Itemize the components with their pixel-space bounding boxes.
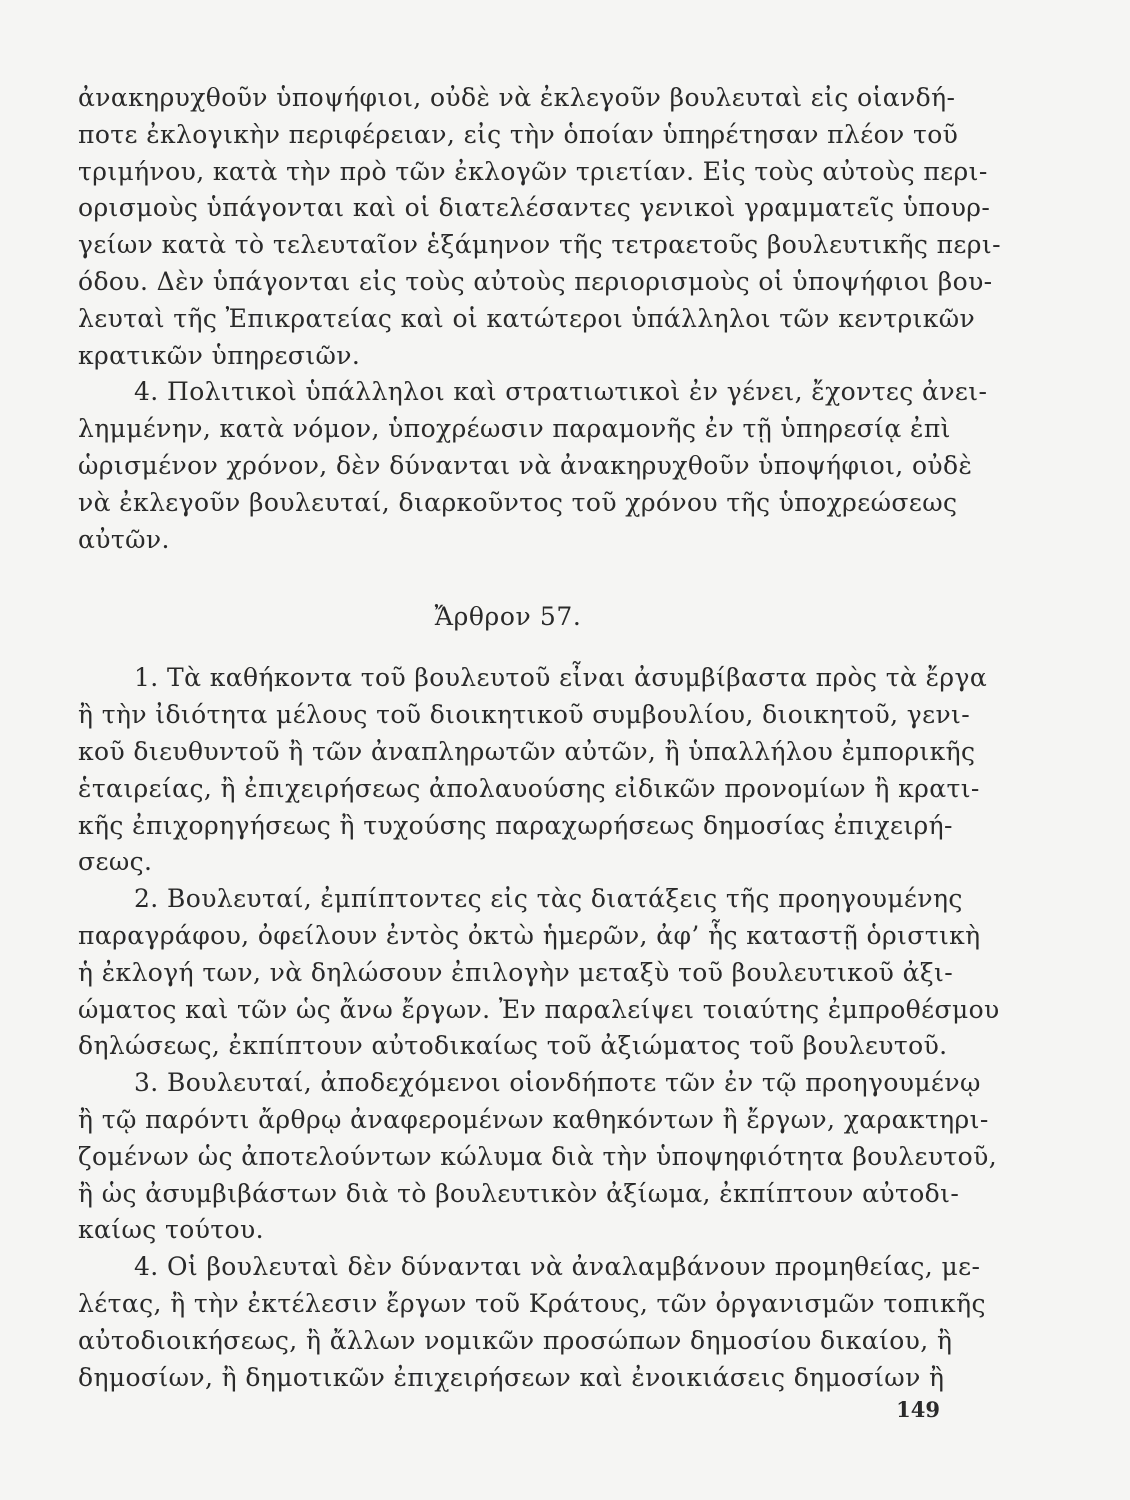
- text-line: όδου. Δὲν ὑπάγονται εἰς τοὺς αὐτοὺς περιορισμοὺς οἱ ὑποψήφιοι βου-: [78, 266, 993, 296]
- text-line: ἡ ἐκλογή των, νὰ δηλώσουν ἐπιλογὴν μεταξὺ τοῦ βουλευτικοῦ ἀξι-: [78, 957, 954, 987]
- text-line: 4. Οἱ βουλευταὶ δὲν δύνανται νὰ ἀναλαμβάνουν προμηθείας, με-: [134, 1252, 981, 1282]
- text-line: ώματος καὶ τῶν ὡς ἄνω ἔργων. Ἐν παραλείψει τοιαύτης ἐμπροθέσμου: [78, 994, 1000, 1024]
- text-line: ἢ τῷ παρόντι ἄρθρῳ ἀναφερομένων καθηκόντων ἢ ἔργων, χαρακτηρι-: [78, 1104, 989, 1134]
- article-heading: Ἄρθρον 57.: [434, 602, 582, 632]
- text-line: σεως.: [78, 847, 153, 877]
- intro-paragraph: [78, 80, 1001, 374]
- text-line: 4. Πολιτικοὶ ὑπάλληλοι καὶ στρατιωτικοὶ ἐν γένει, ἔχοντες ἀνει-: [134, 377, 988, 407]
- text-line: κοῦ διευθυντοῦ ἢ τῶν ἀναπληρωτῶν αὐτῶν, ἢ ὑπαλλήλου ἐμπορικῆς: [78, 736, 976, 766]
- article-57-paragraph-1: [78, 660, 988, 881]
- text-line: λευταὶ τῆς Ἐπικρατείας καὶ οἱ κατώτεροι ὑπάλληλοι τῶν κεντρικῶν: [78, 303, 976, 333]
- article-57-paragraph-3: [78, 1065, 998, 1249]
- page-text-body: [78, 80, 1001, 1396]
- text-line: νὰ ἐκλεγοῦν βουλευταί, διαρκοῦντος τοῦ χρόνου τῆς ὑποχρεώσεως: [78, 487, 958, 517]
- text-line: ἢ ὡς ἀσυμβιβάστων διὰ τὸ βουλευτικὸν ἀξίωμα, ἐκπίπτουν αὐτοδι-: [78, 1178, 960, 1208]
- text-line: παραγράφου, ὀφείλουν ἐντὸς ὀκτὼ ἡμερῶν, ἀφ’ ἧς καταστῇ ὁριστικὴ: [78, 920, 981, 950]
- text-line: αὐτοδιοικήσεως, ἢ ἄλλων νομικῶν προσώπων δημοσίου δικαίου, ἢ: [78, 1325, 953, 1355]
- text-line: 3. Βουλευταί, ἀποδεχόμενοι οἱονδήποτε τῶν ἐν τῷ προηγουμένῳ: [134, 1068, 981, 1098]
- text-line: ἑταιρείας, ἢ ἐπιχειρήσεως ἀπολαυούσης εἰδικῶν προνομίων ἢ κρατι-: [78, 773, 980, 803]
- page-number: 149: [896, 1397, 940, 1422]
- text-line: ὡρισμένον χρόνον, δὲν δύνανται νὰ ἀνακηρυχθοῦν ὑποψήφιοι, οὐδὲ: [78, 450, 973, 480]
- text-line: κρατικῶν ὑπηρεσιῶν.: [78, 340, 361, 370]
- text-line: 2. Βουλευταί, ἐμπίπτοντες εἰς τὰς διατάξεις τῆς προηγουμένης: [134, 884, 963, 914]
- text-line: ποτε ἐκλογικὴν περιφέρειαν, εἰς τὴν ὁποίαν ὑπηρέτησαν πλέον τοῦ: [78, 119, 959, 149]
- paragraph-4: [78, 374, 988, 558]
- text-line: δημοσίων, ἢ δημοτικῶν ἐπιχειρήσεων καὶ ἐνοικιάσεις δημοσίων ἢ: [78, 1362, 945, 1392]
- text-line: λημμένην, κατὰ νόμον, ὑποχρέωσιν παραμονῆς ἐν τῇ ὑπηρεσίᾳ ἐπὶ: [78, 414, 951, 444]
- text-line: ἢ τὴν ἰδιότητα μέλους τοῦ διοικητικοῦ συμβουλίου, διοικητοῦ, γενι-: [78, 700, 971, 730]
- text-line: καίως τούτου.: [78, 1215, 264, 1245]
- text-line: ἀνακηρυχθοῦν ὑποψήφιοι, οὐδὲ νὰ ἐκλεγοῦν βουλευταὶ εἰς οἱανδή-: [78, 83, 956, 112]
- text-line: λέτας, ἢ τὴν ἐκτέλεσιν ἔργων τοῦ Κράτους, τῶν ὀργανισμῶν τοπικῆς: [78, 1288, 986, 1318]
- article-57-paragraph-4: [78, 1249, 986, 1396]
- text-line: αὐτῶν.: [78, 524, 170, 554]
- text-line: δηλώσεως, ἐκπίπτουν αὐτοδικαίως τοῦ ἀξιώματος τοῦ βουλευτοῦ.: [78, 1031, 948, 1061]
- text-line: κῆς ἐπιχορηγήσεως ἢ τυχούσης παραχωρήσεως δημοσίας ἐπιχειρή-: [78, 810, 953, 840]
- text-line: ζομένων ὡς ἀποτελούντων κώλυμα διὰ τὴν ὑποψηφιότητα βουλευτοῦ,: [78, 1141, 998, 1171]
- text-line: 1. Τὰ καθήκοντα τοῦ βουλευτοῦ εἶναι ἀσυμβίβαστα πρὸς τὰ ἔργα: [134, 663, 988, 693]
- text-line: γείων κατὰ τὸ τελευταῖον ἑξάμηνον τῆς τετραετοῦς βουλευτικῆς περι-: [78, 230, 1001, 260]
- text-line: τριμήνου, κατὰ τὴν πρὸ τῶν ἐκλογῶν τριετίαν. Εἰς τοὺς αὐτοὺς περι-: [78, 156, 988, 186]
- article-57-paragraph-2: [78, 881, 1000, 1065]
- text-line: ορισμοὺς ὑπάγονται καὶ οἱ διατελέσαντες γενικοὶ γραμματεῖς ὑπουρ-: [78, 193, 991, 223]
